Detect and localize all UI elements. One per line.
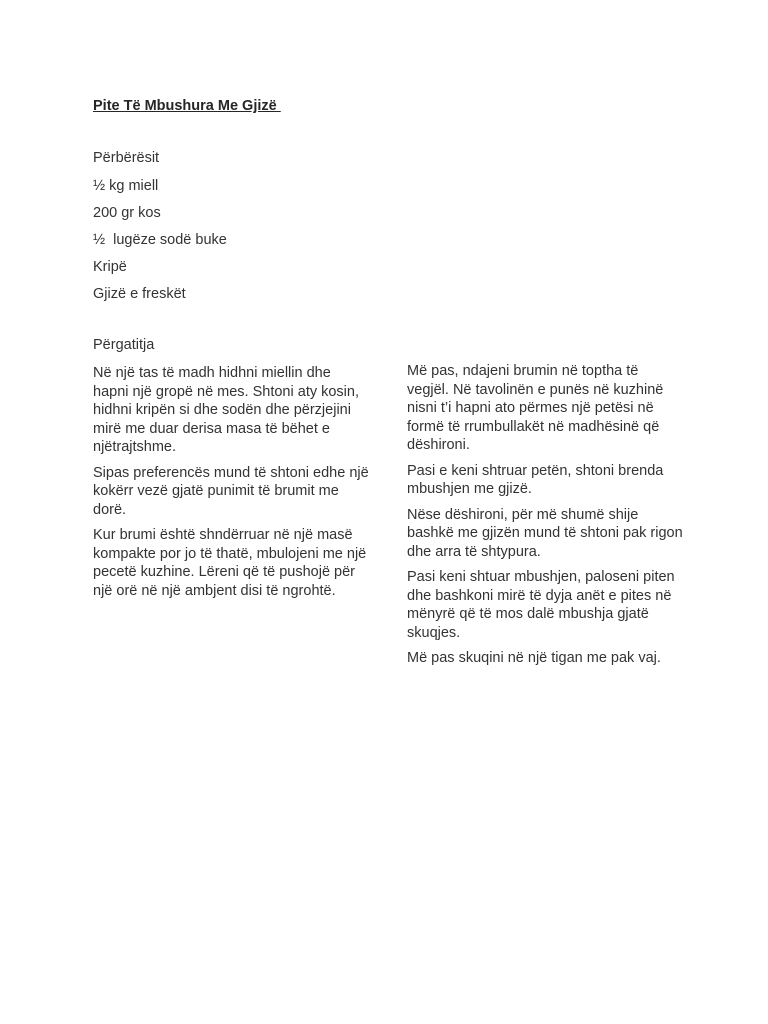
preparation-paragraph: Më pas skuqini në një tigan me pak vaj. [407, 650, 661, 666]
preparation-column-right [407, 362, 683, 675]
preparation-paragraph: Pasi keni shtuar mbushjen, paloseni piten dhe bashkoni mirë të dyja anët e pites në mënyrë që të mos dalë mbushja gjatë skuqjes. [407, 569, 675, 641]
preparation-paragraph: Në një tas të madh hidhni miellin dhe hapni një gropë në mes. Shtoni aty kosin, hidhni kripën si dhe sodën dhe përzjejini mirë me duar derisa masa të bëhet e njëtrajtshme. [93, 365, 359, 455]
ingredient-item: Gjizë e freskët [93, 286, 186, 302]
preparation-paragraph: Më pas, ndajeni brumin në toptha të vegjël. Në tavolinën e punës në kuzhinë nisni t’i hapni ato përmes një petësi në formë të rrumbullakët në madhësinë që dëshironi. [407, 363, 664, 453]
ingredient-item: Kripë [93, 259, 127, 275]
ingredient-item: 200 gr kos [93, 205, 161, 221]
preparation-paragraph: Pasi e keni shtruar petën, shtoni brenda mbushjen me gjizë. [407, 462, 664, 497]
ingredient-item: ½ lugëze sodë buke [93, 232, 227, 248]
ingredients-list [93, 177, 227, 312]
preparation-column-left [93, 364, 369, 607]
preparation-paragraph: Sipas preferencës mund të shtoni edhe një kokërr vezë gjatë punimit të brumit me dorë. [93, 464, 369, 518]
preparation-paragraph: Kur brumi është shndërruar në një masë kompakte por jo të thatë, mbulojeni me një pecetë kuzhine. Lëreni që të pushojë për një orë në një ambjent disi të ngrohtë. [93, 527, 367, 599]
recipe-title: Pite Të Mbushura Me Gjizë [93, 98, 281, 114]
ingredients-heading: Përbërësit [93, 150, 160, 166]
preparation-paragraph: Nëse dëshironi, për më shumë shije bashkë me gjizën mund të shtoni pak rigon dhe arra të shtypura. [407, 506, 683, 560]
ingredient-item: ½ kg miell [93, 178, 159, 194]
preparation-heading: Përgatitja [93, 337, 155, 353]
